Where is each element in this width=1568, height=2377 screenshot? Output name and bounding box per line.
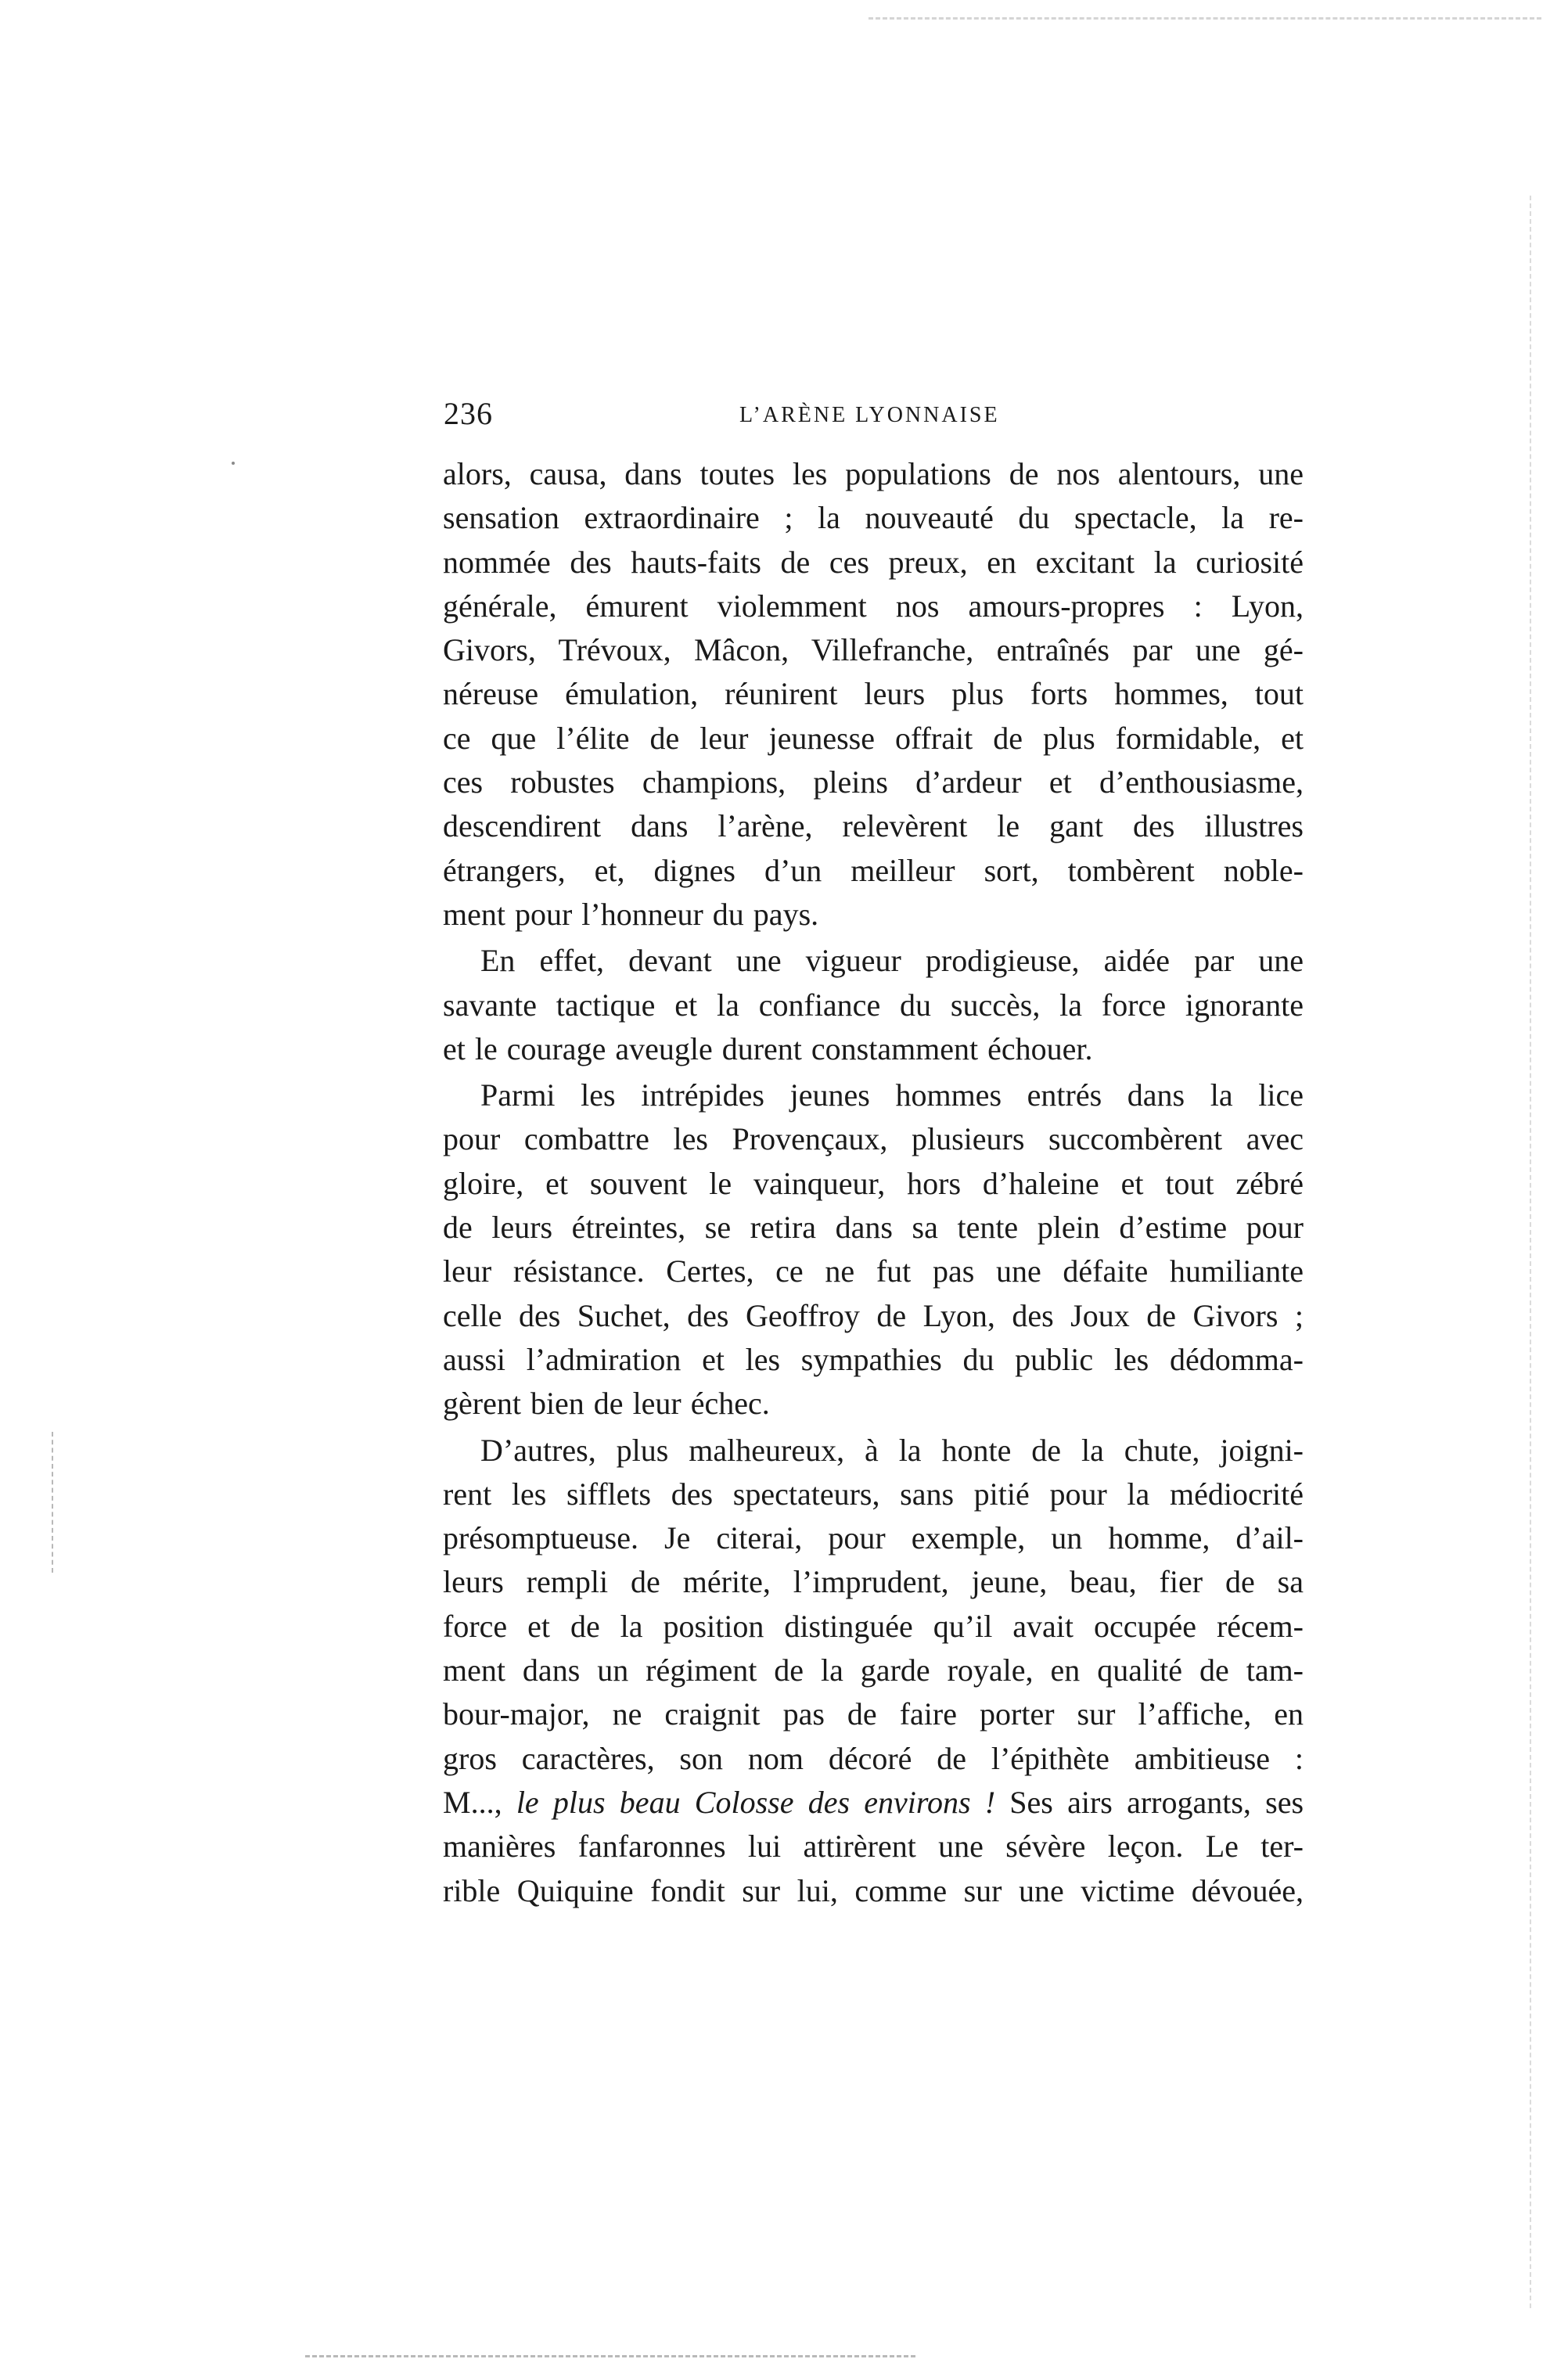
- text-line: ment pour l’honneur du pays.: [443, 896, 819, 932]
- paragraph-4: [443, 1429, 1304, 1913]
- text-line: alors, causa, dans toutes les populations de nos alentours, une: [443, 456, 1304, 491]
- text-line: de leurs étreintes, se retira dans sa tente plein d’estime pour: [443, 1210, 1304, 1246]
- text-line: bour-major, ne craignit pas de faire porter sur l’affiche, en: [443, 1696, 1304, 1732]
- text-line: ce que l’élite de leur jeunesse offrait de plus formidable, et: [443, 720, 1304, 756]
- text-line: descendirent dans l’arène, relevèrent le gant des illustres: [443, 808, 1304, 844]
- text-line: savante tactique et la confiance du succès, la force ignorante: [443, 987, 1304, 1023]
- text-line: leurs rempli de mérite, l’imprudent, jeune, beau, fier de sa: [443, 1564, 1304, 1600]
- text-line: présomptueuse. Je citerai, pour exemple, un homme, d’ail-: [443, 1520, 1304, 1556]
- page-number: 236: [444, 396, 493, 431]
- text-line: ment dans un régiment de la garde royale, en qualité de tam-: [443, 1652, 1304, 1688]
- running-title: L’ARÈNE LYONNAISE: [739, 403, 1000, 427]
- italic-line-lead: M...,: [443, 1784, 502, 1820]
- text-line: celle des Suchet, des Geoffroy de Lyon, des Joux de Givors ;: [443, 1297, 1304, 1333]
- text-line: sensation extraordinaire ; la nouveauté du spectacle, la re-: [443, 500, 1304, 536]
- italic-epithet: le plus beau Colosse des environs !: [516, 1784, 996, 1820]
- text-line: D’autres, plus malheureux, à la honte de la chute, joigni-: [480, 1432, 1304, 1468]
- text-line: et le courage aveugle durent constamment échouer.: [443, 1030, 1093, 1066]
- text-line: pour combattre les Provençaux, plusieurs succombèrent avec: [443, 1121, 1304, 1157]
- text-line: générale, émurent violemment nos amours-propres : Lyon,: [443, 588, 1304, 624]
- text-line-with-italic: [443, 1781, 1304, 1825]
- running-head: [444, 395, 1304, 442]
- text-line: nommée des hauts-faits de ces preux, en excitant la curiosité: [443, 544, 1304, 580]
- text-line: Givors, Trévoux, Mâcon, Villefranche, entraînés par une gé-: [443, 632, 1304, 668]
- italic-line-trail: Ses airs arrogants, ses: [1009, 1784, 1304, 1820]
- scan-edge-left: [52, 1432, 53, 1573]
- text-line: rent les sifflets des spectateurs, sans pitié pour la médiocrité: [443, 1476, 1304, 1512]
- text-line: force et de la position distinguée qu’il avait occupée récem-: [443, 1608, 1304, 1644]
- text-line: gèrent bien de leur échec.: [443, 1386, 770, 1422]
- scan-edge-right: [1530, 196, 1531, 2308]
- text-line: gloire, et souvent le vainqueur, hors d’haleine et tout zébré: [443, 1165, 1304, 1201]
- scan-speck: [232, 462, 235, 465]
- paragraph-2: [443, 939, 1304, 1071]
- text-line: étrangers, et, dignes d’un meilleur sort, tombèrent noble-: [443, 852, 1304, 888]
- text-line: leur résistance. Certes, ce ne fut pas une défaite humiliante: [443, 1253, 1304, 1289]
- text-line: gros caractères, son nom décoré de l’épithète ambitieuse :: [443, 1740, 1304, 1776]
- text-line: rible Quiquine fondit sur lui, comme sur une victime dévouée,: [443, 1872, 1304, 1908]
- paragraph-1: [443, 452, 1304, 937]
- paragraph-3: [443, 1073, 1304, 1426]
- text-line: néreuse émulation, réunirent leurs plus forts hommes, tout: [443, 676, 1304, 712]
- scan-edge-bottom: [305, 2355, 915, 2357]
- scan-edge-top: [869, 17, 1541, 20]
- text-line: Parmi les intrépides jeunes hommes entrés dans la lice: [480, 1077, 1304, 1113]
- text-line: En effet, devant une vigueur prodigieuse, aidée par une: [480, 943, 1304, 979]
- text-line: ces robustes champions, pleins d’ardeur et d’enthousiasme,: [443, 764, 1304, 800]
- text-line: manières fanfaronnes lui attirèrent une sévère leçon. Le ter-: [443, 1829, 1304, 1865]
- body-text: [443, 452, 1304, 1913]
- text-line: aussi l’admiration et les sympathies du public les dédomma-: [443, 1341, 1304, 1377]
